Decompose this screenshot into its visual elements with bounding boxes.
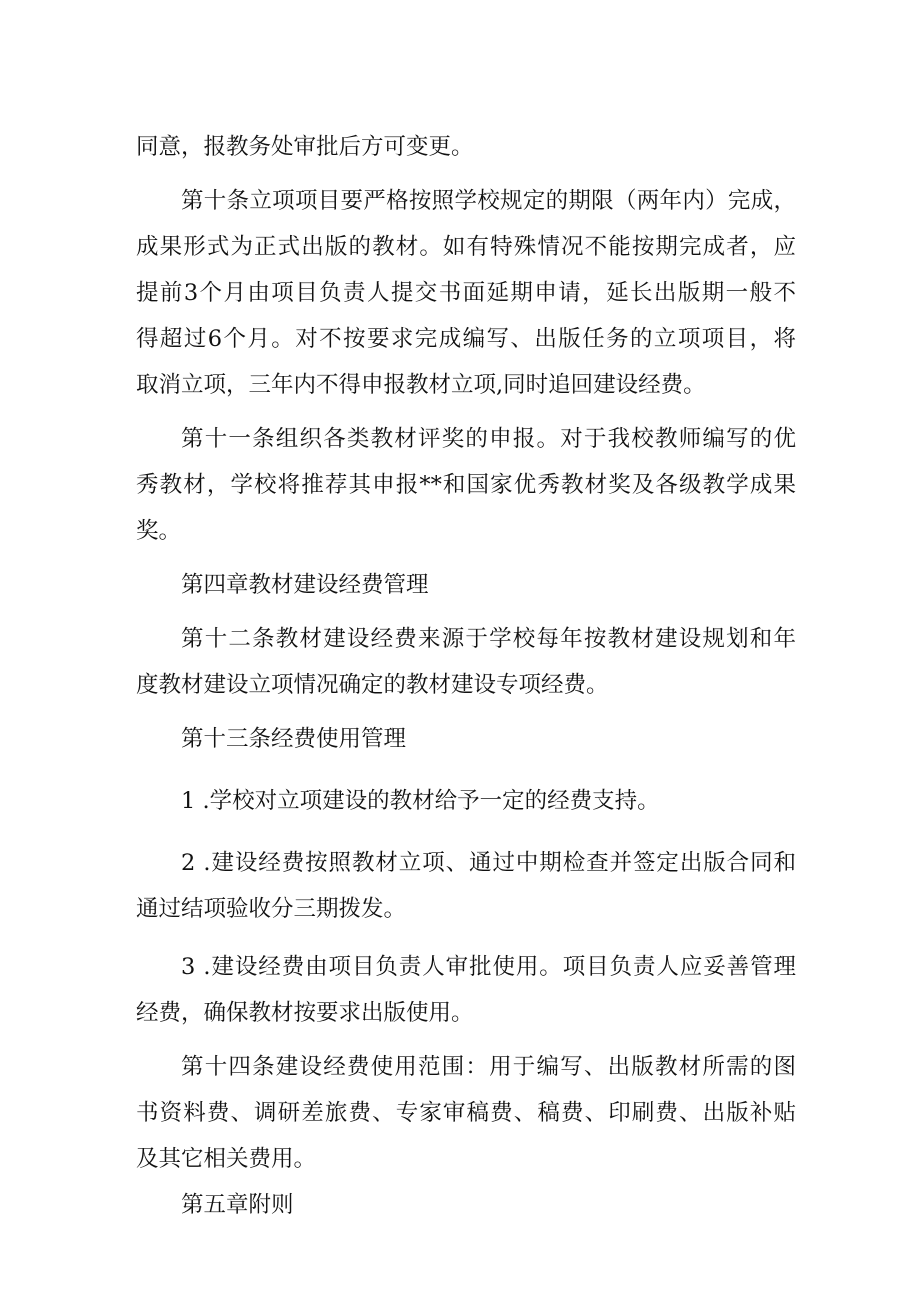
text-line: 秀教材，学校将推荐其申报**和国家优秀教材奖及各级教学成果 xyxy=(136,472,796,498)
list-item: 3 .建设经费由项目负责人审批使用。项目负责人应妥善管理 xyxy=(181,954,796,980)
text-line: 提前3个月由项目负责人提交书面延期申请，延长出版期一般不 xyxy=(136,280,796,306)
chapter-heading: 第四章教材建设经费管理 xyxy=(181,572,429,598)
text-line: 第十四条建设经费使用范围：用于编写、出版教材所需的图 xyxy=(181,1054,796,1080)
text-line: 得超过6个月。对不按要求完成编写、出版任务的立项项目，将 xyxy=(136,326,796,352)
text-line: 成果形式为正式出版的教材。如有特殊情况不能按期完成者，应 xyxy=(136,234,796,260)
text-line: 奖。 xyxy=(136,518,182,544)
text-line: 度教材建设立项情况确定的教材建设专项经费。 xyxy=(136,672,609,698)
list-item: 2 .建设经费按照教材立项、通过中期检查并签定出版合同和 xyxy=(181,850,796,876)
list-item: 1 .学校对立项建设的教材给予一定的经费支持。 xyxy=(181,788,660,814)
chapter-heading: 第五章附则 xyxy=(181,1192,294,1218)
text-line: 取消立项，三年内不得申报教材立项,同时追回建设经费。 xyxy=(136,372,706,398)
text-line: 书资料费、调研差旅费、专家审稿费、稿费、印刷费、出版补贴 xyxy=(136,1100,796,1126)
text-line: 第十二条教材建设经费来源于学校每年按教材建设规划和年 xyxy=(181,626,796,652)
document-body xyxy=(136,124,796,1228)
text-line: 第十三条经费使用管理 xyxy=(181,726,407,752)
text-line: 及其它相关费用。 xyxy=(136,1146,317,1172)
text-line: 第十一条组织各类教材评奖的申报。对于我校教师编写的优 xyxy=(181,426,796,452)
text-line: 通过结项验收分三期拨发。 xyxy=(136,896,407,922)
text-line: 同意，报教务处审批后方可变更。 xyxy=(136,134,474,160)
text-line: 第十条立项项目要严格按照学校规定的期限（两年内）完成， xyxy=(181,188,796,214)
text-line: 经费，确保教材按要求出版使用。 xyxy=(136,1000,474,1026)
